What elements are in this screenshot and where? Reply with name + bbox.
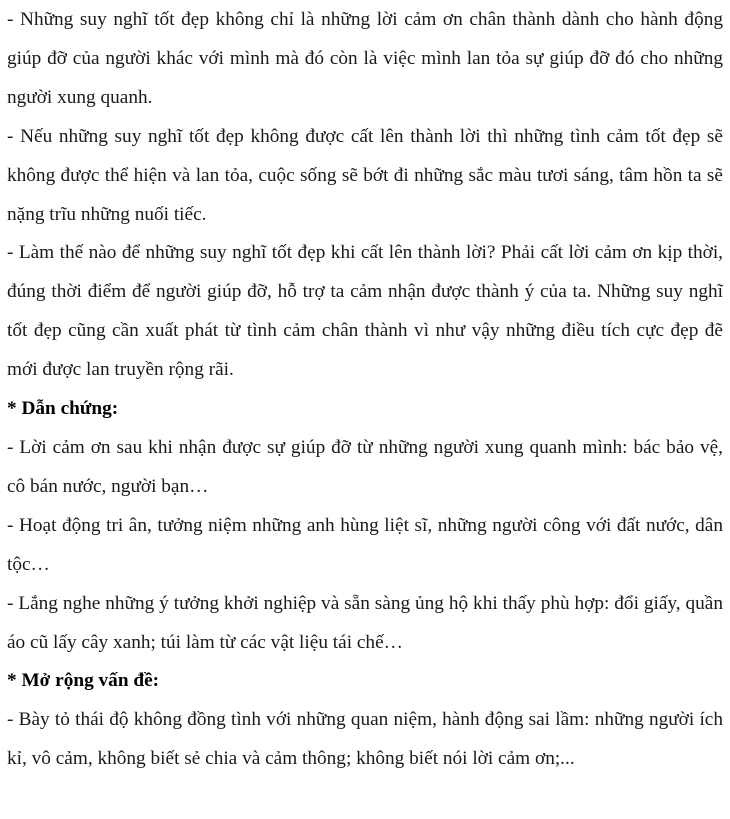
evidence-item-gratitude: - Hoạt động tri ân, tưởng niệm những anh hùng liệt sĩ, những người công với đất nước, dân tộc… [7, 514, 723, 575]
heading-expand-issue: * Mở rộng vấn đề: [7, 670, 160, 692]
paragraph-how-to-speak: - Làm thế nào để những suy nghĩ tốt đẹp khi cất lên thành lời? Phải cất lời cảm ơn kịp thời, đúng thời điểm để người giúp đỡ, hỗ trợ ta cảm nhận được thành ý của ta. Những suy nghĩ tốt đẹp cũng cần xuất phát từ tình cảm chân thành vì như vậy những điều tích cực đẹp đẽ mới được lan truyền rộng rãi. [7, 242, 723, 381]
evidence-item-thanks: - Lời cảm ơn sau khi nhận được sự giúp đỡ từ những người xung quanh mình: bác bảo vệ, cô bán nước, người bạn… [7, 436, 723, 497]
heading-evidence: * Dẫn chứng: [7, 398, 119, 420]
paragraph-disagreement: - Bày tỏ thái độ không đồng tình với những quan niệm, hành động sai lầm: những người ích kỉ, vô cảm, không biết sẻ chia và cảm thông; không biết nói lời cảm ơn;... [7, 709, 723, 770]
evidence-item-startup: - Lắng nghe những ý tưởng khởi nghiệp và sẵn sàng ủng hộ khi thấy phù hợp: đổi giấy, quần áo cũ lấy cây xanh; túi làm từ các vật liệu tái chế… [7, 592, 723, 653]
paragraph-unspoken-thoughts: - Nếu những suy nghĩ tốt đẹp không được cất lên thành lời thì những tình cảm tốt đẹp sẽ không được thể hiện và lan tỏa, cuộc sống sẽ bớt đi những sắc màu tươi sáng, tâm hồn ta sẽ nặng trĩu những nuối tiếc. [7, 125, 723, 225]
paragraph-kind-thoughts: - Những suy nghĩ tốt đẹp không chỉ là những lời cảm ơn chân thành dành cho hành động giúp đỡ của người khác với mình mà đó còn là việc mình lan tỏa sự giúp đỡ đó cho những người xung quanh. [7, 9, 723, 108]
